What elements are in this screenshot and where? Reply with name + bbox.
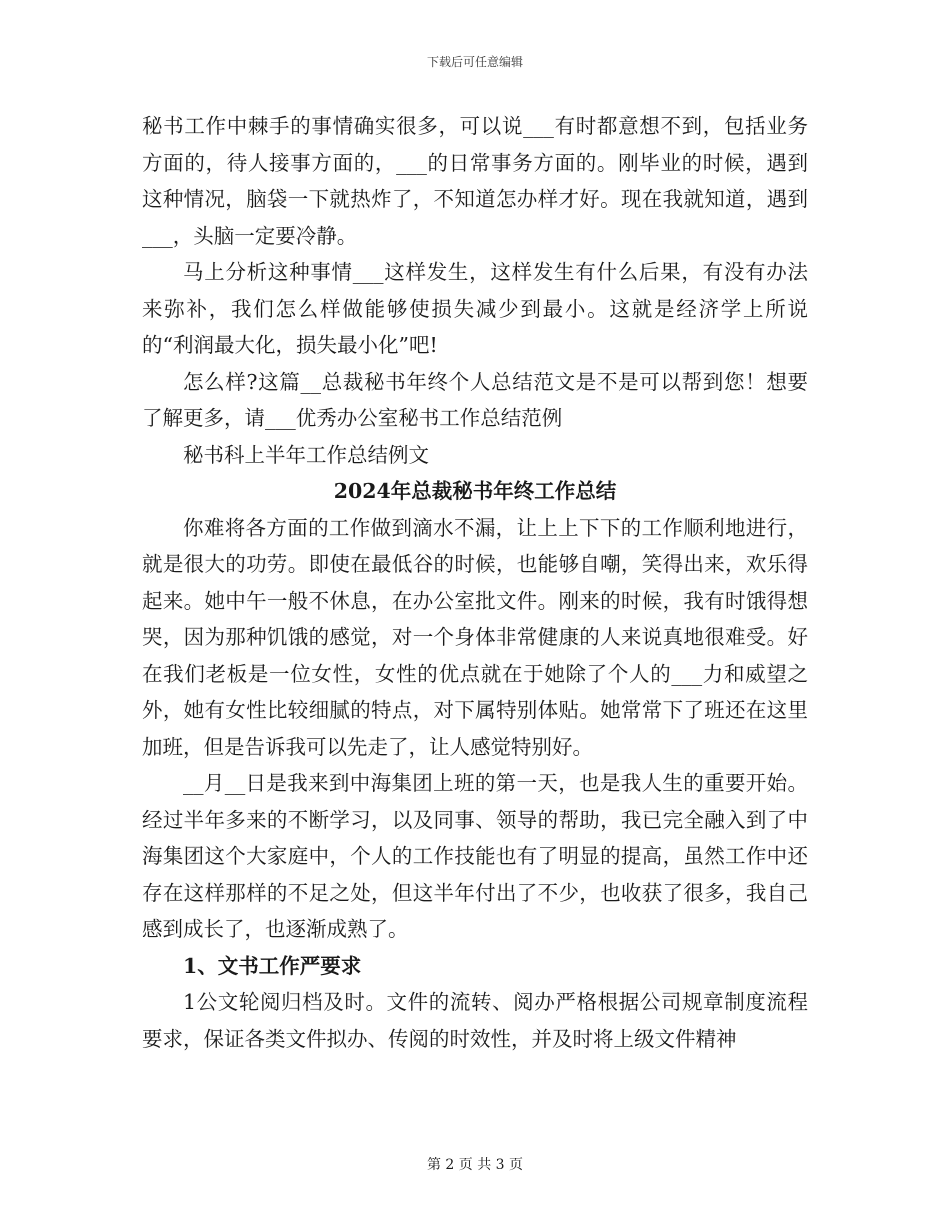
paragraph-5: 你难将各方面的工作做到滴水不漏，让上上下下的工作顺利地进行，就是很大的功劳。即使在最低谷的时候，也能够自嘲，笑得出来，欢乐得起来。她中午一般不休息，在办公室批文件。刚来的时候，我有时饿得想哭，因为那种饥饿的感觉，对一个身体非常健康的人来说真地很难受。好在我们老板是一位女性，女性的优点就在于她除了个人的___力和威望之外，她有女性比较细腻的特点，对下属特别体贴。她常常下了班还在这里加班，但是告诉我可以先走了，让人感觉特别好。: [142, 515, 808, 759]
paragraph-6: __月__日是我来到中海集团上班的第一天，也是我人生的重要开始。经过半年多来的不断学习，以及同事、领导的帮助，我已完全融入到了中海集团这个大家庭中，个人的工作技能也有了明显的提高，虽然工作中还存在这样那样的不足之处，但这半年付出了不少，也收获了很多，我自己感到成长了，也逐渐成熟了。: [142, 771, 808, 941]
paragraph-2: 马上分析这种事情___这样发生，这样发生有什么后果，有没有办法来弥补，我们怎么样做能够使损失减少到最小。这就是经济学上所说的“利润最大化，损失最小化”吧!: [142, 260, 808, 357]
section-heading-1: 1、文书工作严要求: [183, 953, 362, 978]
paragraph-1: 秘书工作中棘手的事情确实很多，可以说___有时都意想不到，包括业务方面的，待人接事方面的，___的日常事务方面的。刚毕业的时候，遇到这种情况，脑袋一下就热炸了，不知道怎办样才好。现在我就知道，遇到___，头脑一定要冷静。: [142, 114, 808, 248]
document-title: 2024年总裁秘书年终工作总结: [333, 479, 617, 503]
document-body: [142, 108, 808, 1057]
paragraph-7: 1公文轮阅归档及时。文件的流转、阅办严格根据公司规章制度流程要求，保证各类文件拟办、传阅的时效性，并及时将上级文件精神: [142, 990, 808, 1051]
page-footer: 第 2 页 共 3 页: [426, 1157, 524, 1173]
paragraph-4: 秘书科上半年工作总结例文: [183, 442, 429, 467]
paragraph-3: 怎么样?这篇__总裁秘书年终个人总结范文是不是可以帮到您！想要了解更多，请___优秀办公室秘书工作总结范例: [142, 369, 808, 430]
page-header: 下载后可任意编辑: [426, 55, 523, 69]
